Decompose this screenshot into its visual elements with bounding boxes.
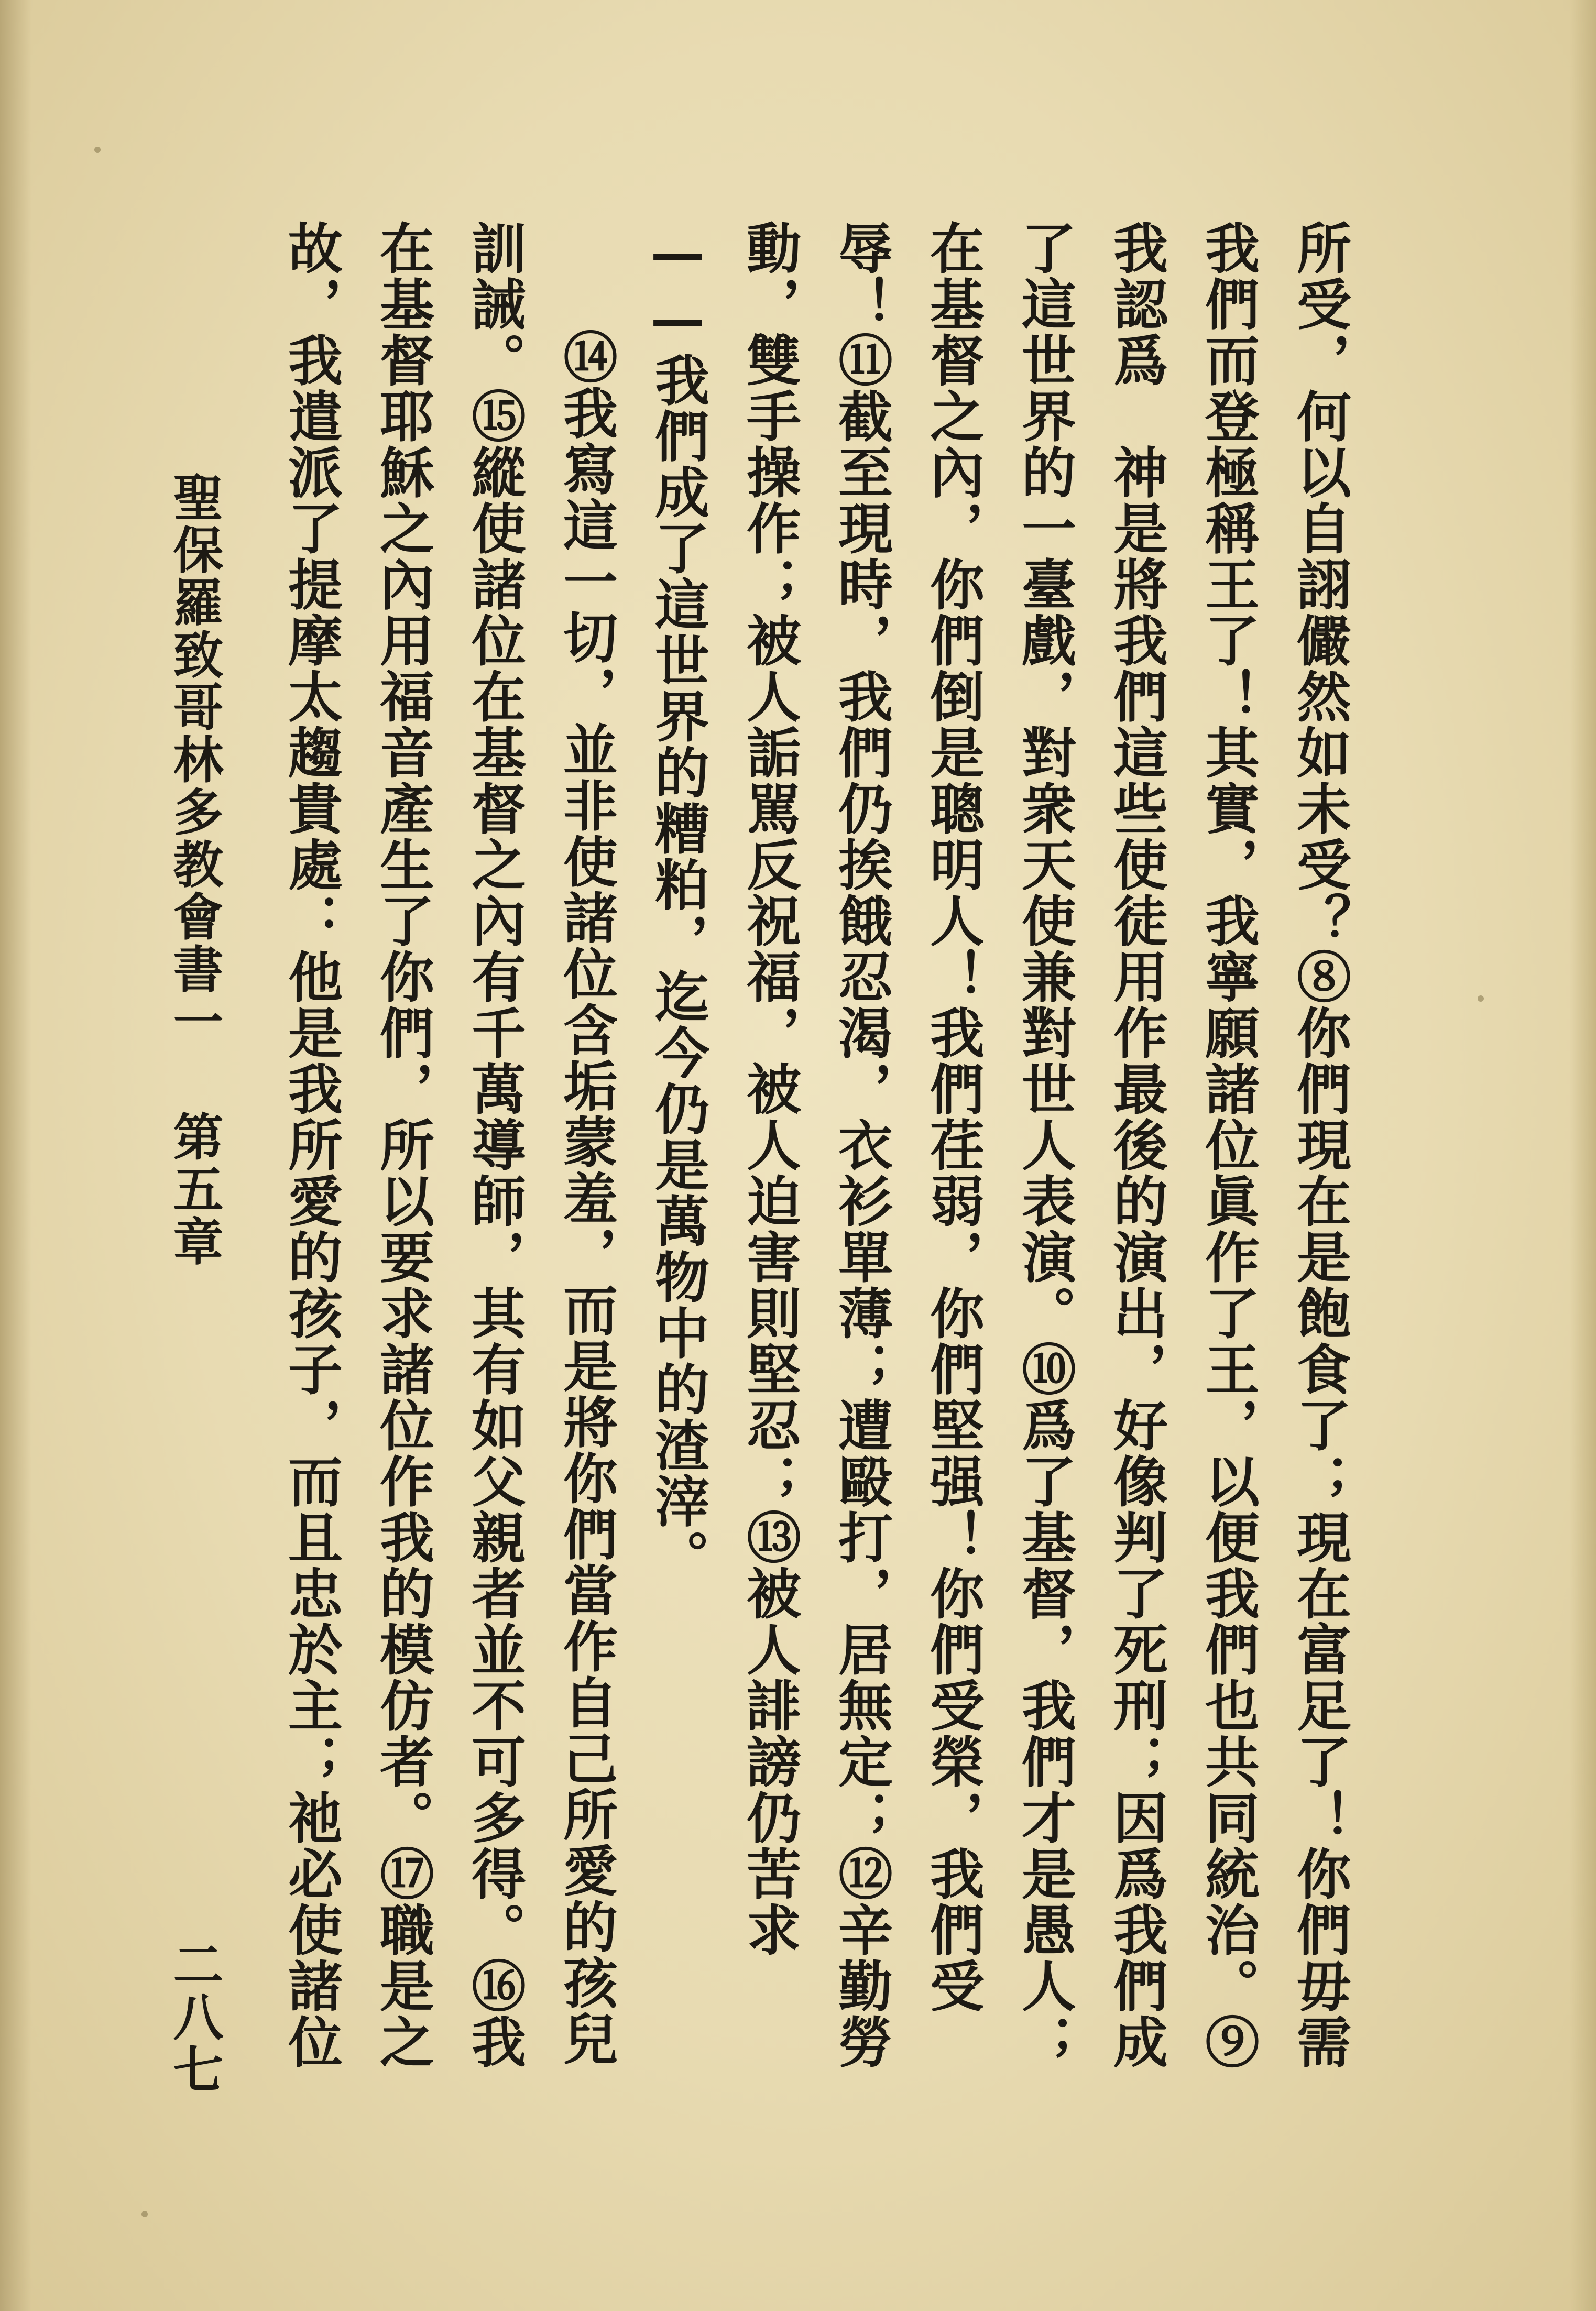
body-text-column-block [265, 220, 1365, 2085]
footer-running-head [157, 472, 231, 1268]
page-footer [157, 472, 231, 2096]
paragraph-chapter4-part1: 所受，何以自詡儼然如未受？⑧你們現在是飽食了；現在富足了！你們毋需我們而登極稱王了！其實，我寧願諸位眞作了王，以便我們也共同統治。⑨我認爲 神是將我們這些使徒用作最後的演出，好像判了死刑；因爲我們成了這世界的一臺戲，對衆天使兼對世人表演。⑩爲了基督，我們才是愚人；在基督之內，你們倒是聰明人！我們荏弱，你們堅强！你們受榮，我們受辱！⑪截至現時，我們仍挨餓忍渴，衣衫單薄；遭毆打，居無定；⑫辛勤勞動，雙手操作；被人詬駡反祝福，被人迫害則堅忍；⑬被人誹謗仍苦求——我們成了這世界的糟粕，迄今仍是萬物中的渣滓。 [646, 220, 1352, 2070]
running-chapter-label: 第五章 [165, 1111, 224, 1268]
paragraph-chapter4-part2: ⑭我寫這一切，並非使諸位含垢蒙羞，而是將你們當作自己所愛的孩兒訓誡。⑮縱使諸位在基督之內有千萬導師，其有如父親者並不可多得。⑯我在基督耶穌之內用福音產生了你們，所以要求諸位作我的模仿者。⑰職是之故，我遣派了提摩太趨貴處：他是我所愛的孩子，而且忠於主；祂必使諸位 [279, 220, 618, 2070]
page-edge-shadow-right [1570, 0, 1596, 2311]
paper-speck [141, 2211, 148, 2217]
running-title: 聖保羅致哥林多教會書一 [165, 472, 224, 1048]
paper-speck [94, 147, 101, 153]
page-number: 二八七 [165, 1938, 224, 2096]
page-edge-shadow-left [0, 0, 31, 2311]
paper-speck [1478, 995, 1484, 1002]
